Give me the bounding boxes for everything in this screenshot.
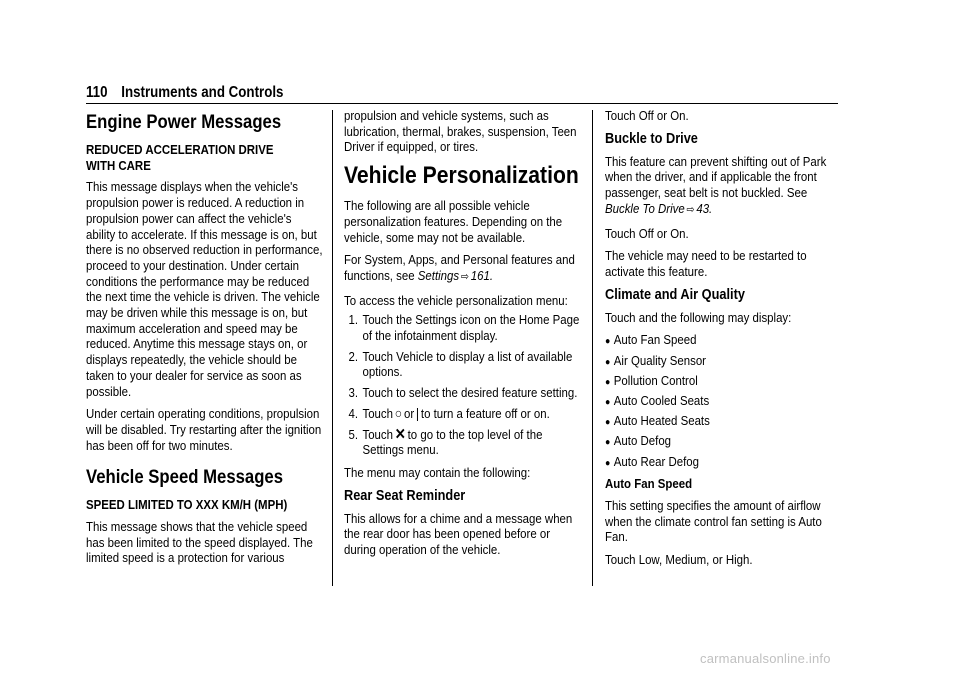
climate-air-quality-heading: Climate and Air Quality — [605, 286, 745, 303]
reduced-accel-subheading-1: REDUCED ACCELERATION DRIVE — [86, 142, 274, 157]
column-3 — [605, 108, 841, 575]
bullet-icon: ● — [605, 417, 611, 429]
toggle-on-icon: | — [415, 404, 420, 421]
touch-off-on-2: Touch Off or On. — [605, 225, 689, 241]
column-1 — [86, 108, 322, 573]
list-item: ● Pollution Control — [605, 373, 841, 391]
step-item: 5. Touch ✕ to go to the top level of the Settings menu. — [348, 425, 543, 458]
bullet-icon: ● — [605, 437, 611, 449]
column-2 — [344, 108, 584, 565]
header-rule — [86, 103, 838, 104]
column-divider-1 — [332, 110, 333, 586]
bullet-icon: ● — [605, 336, 611, 348]
reduced-accel-paragraph-1: This message displays when the vehicle's propulsion power is reduced. A reduction in propulsion power can affect the vehicle's ability to accelerate. If this message is on, but there is no observed reduction in performance, proceed to your destination. Under certain conditions the performance may be reduced the next time the vehicle is driven. The vehicle may be driven while this message is on, but maximum acceleration and speed may be reduced. Anytime this message stays on, or displays repeatedly, the vehicle should be taken to your dealer for service as soon as possible. — [86, 179, 323, 399]
page-header — [86, 84, 283, 102]
reduced-accel-paragraph-2: Under certain operating conditions, propulsion will be disabled. Try restarting after the ignition has been off for two minutes. — [86, 406, 322, 453]
continued-paragraph: propulsion and vehicle systems, such as lubrication, thermal, brakes, suspension, Teen Driver if equipped, or tires. — [344, 108, 577, 155]
toggle-off-icon: ○ — [394, 404, 403, 421]
menu-paragraph: The menu may contain the following: — [344, 464, 531, 480]
page-ref-arrow-icon: ⇨ — [460, 270, 470, 283]
speed-limited-paragraph: This message shows that the vehicle speed has been limited to the speed displayed. The limited speed is a protection for various — [86, 519, 313, 566]
step-item: 1. Touch the Settings icon on the Home Page of the infotainment display. — [348, 312, 580, 344]
buckle-page-ref[interactable]: 43. — [696, 200, 713, 216]
touch-off-on-1: Touch Off or On. — [605, 108, 689, 123]
caq-paragraph: Touch and the following may display: — [605, 309, 792, 325]
column-divider-2 — [592, 110, 593, 586]
close-icon: ✕ — [394, 425, 406, 443]
step-item: 2. Touch Vehicle to display a list of available options. — [348, 348, 573, 380]
vehicle-speed-heading: Vehicle Speed Messages — [86, 467, 284, 489]
bullet-icon: ● — [605, 457, 611, 469]
buckle-to-drive-link[interactable]: Buckle To Drive — [605, 200, 685, 216]
vp-paragraph-2: For System, Apps, and Personal features and functions, see Settings ⇨ 161. — [344, 252, 575, 283]
bullet-icon: ● — [605, 356, 611, 368]
rear-seat-reminder-paragraph: This allows for a chime and a message when the rear door has been opened before or during operation of the vehicle. — [344, 510, 573, 558]
watermark: carmanualsonline.info — [700, 651, 831, 666]
bullet-icon: ● — [605, 376, 611, 388]
section-title: Instruments and Controls — [121, 84, 284, 101]
btd-paragraph-1: This feature can prevent shifting out of Park when the driver, and if applicable the front passenger, seat belt is not buckled. See Buckle To Drive ⇨ 43. — [605, 153, 827, 216]
afs-paragraph-2: Touch Low, Medium, or High. — [605, 552, 753, 568]
settings-link[interactable]: Settings — [417, 267, 460, 283]
reduced-accel-subheading-2: WITH CARE — [86, 157, 151, 173]
page-ref-arrow-icon: ⇨ — [686, 203, 695, 216]
buckle-to-drive-heading: Buckle to Drive — [605, 130, 698, 147]
list-item: ● Auto Heated Seats — [605, 413, 841, 431]
step-item: 3. Touch to select the desired feature setting. — [348, 385, 578, 401]
vehicle-personalization-heading: Vehicle Personalization — [344, 162, 579, 190]
engine-power-heading: Engine Power Messages — [86, 112, 282, 133]
btd-paragraph-3: The vehicle may need to be restarted to activate this feature. — [605, 248, 807, 279]
rear-seat-reminder-heading: Rear Seat Reminder — [344, 487, 466, 504]
auto-fan-speed-subheading: Auto Fan Speed — [605, 476, 693, 492]
page-number: 110 — [86, 84, 108, 101]
bullet-icon: ● — [605, 396, 611, 408]
afs-paragraph-1: This setting specifies the amount of airflow when the climate control fan setting is Auto Fan. — [605, 497, 822, 545]
settings-page-ref[interactable]: 161. — [470, 267, 494, 283]
list-item: ● Auto Cooled Seats — [605, 393, 841, 411]
vp-paragraph-3: To access the vehicle personalization menu: — [344, 292, 568, 308]
list-item: ● Auto Fan Speed — [605, 332, 841, 350]
vp-paragraph-1: The following are all possible vehicle personalization features. Depending on the vehicle, some may not be available. — [344, 198, 563, 245]
steps-list — [344, 312, 583, 458]
list-item: ● Air Quality Sensor — [605, 353, 841, 371]
climate-options-list — [605, 332, 841, 471]
speed-limited-subheading: SPEED LIMITED TO XXX KM/H (MPH) — [86, 497, 288, 513]
list-item: ● Auto Defog — [605, 433, 841, 451]
list-item: ● Auto Rear Defog — [605, 454, 841, 472]
step-item: 4. Touch ○ or | to turn a feature off or on. — [348, 404, 550, 421]
